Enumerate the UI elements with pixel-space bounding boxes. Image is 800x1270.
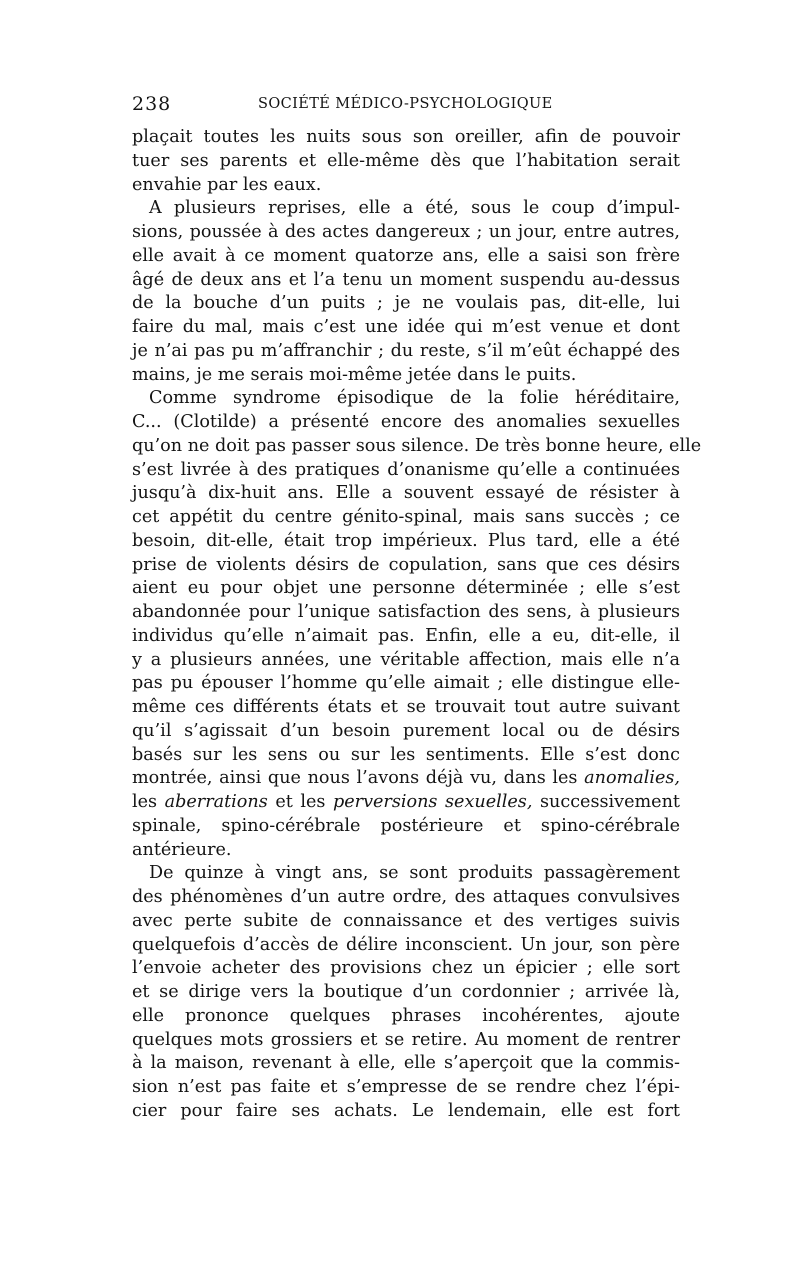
line-segment: s’est livrée à des pratiques d’onanisme qu’elle a continuées [132,459,680,480]
line-segment: à la maison, revenant à elle, elle s’aperçoit que la commis- [132,1053,680,1074]
text-line [132,767,680,791]
line-segment: montrée, ainsi que nous l’avons déjà vu, dans les [132,768,585,789]
text-line [132,649,680,673]
line-segment: les [132,792,165,812]
text-line [132,1052,680,1076]
line-segment: l’envoie acheter des provisions chez un épicier ; elle sort [132,958,680,979]
text-line [132,862,680,886]
text-line [132,720,680,744]
text-line [132,554,680,578]
text-line [132,221,680,245]
text-line [132,625,680,649]
text-line [132,791,680,815]
line-segment: tuer ses parents et elle-même dès que l’habitation serait [132,150,680,171]
text-line [132,886,680,910]
line-segment: aient eu pour objet une personne déterminée ; elle s’est [132,578,680,599]
text-line [132,197,680,221]
line-segment: avec perte subite de connaissance et des vertiges suivis [132,910,680,931]
text-line [132,506,680,530]
line-segment: besoin, dit-elle, était trop impérieux. Plus tard, elle a été [132,530,680,551]
page-number: 238 [132,93,172,115]
text-line [132,174,680,198]
text-line [132,340,680,364]
text-line [132,459,680,483]
text-line [132,577,680,601]
text-line [132,1005,680,1029]
text-line [132,126,680,150]
line-segment: antérieure. [132,839,232,860]
line-segment: spinale, spino-cérébrale postérieure et spino-cérébrale [132,815,680,836]
line-segment: quelquefois d’accès de délire inconscient. Un jour, son père [132,934,680,955]
text-line [132,530,680,554]
text-line [132,150,680,174]
text-line [132,696,680,720]
line-segment: De quinze à vingt ans, se sont produits passagèrement [149,863,680,884]
line-segment: de la bouche d’un puits ; je ne voulais pas, dit-elle, lui [132,293,680,314]
text-line [132,910,680,934]
line-segment: et se dirige vers la boutique d’un cordonnier ; arrivée là, [132,982,680,1002]
line-segment: des phénomènes d’un autre ordre, des attaques convulsives [132,887,680,907]
line-segment: prise de violents désirs de copulation, sans que ces désirs [132,554,680,575]
line-segment: sions, poussée à des actes dangereux ; un jour, entre autres, [132,222,680,242]
text-line [132,957,680,981]
text-line [132,364,680,388]
line-segment: jusqu’à dix-huit ans. Elle a souvent essayé de résister à [132,483,680,504]
line-segment: elle prononce quelques phrases incohérentes, ajoute [132,1005,680,1026]
text-line [132,815,680,839]
line-segment: Comme syndrome épisodique de la folie héréditaire, [149,388,680,409]
text-line [132,435,702,459]
text-line [132,292,680,316]
line-segment: sion n’est pas faite et s’empresse de se rendre chez l’épi- [132,1077,680,1097]
text-line [132,269,680,293]
italic-phrase: perversions sexuelles, [333,792,533,812]
line-segment: envahie par les eaux. [132,174,322,195]
line-segment: elle avait à ce moment quatorze ans, elle a saisi son frère [132,245,680,266]
italic-phrase: aberrations [164,792,268,812]
line-segment: basés sur les sens ou sur les sentiments. Elle s’est donc [132,744,680,765]
line-segment: successivement [532,792,680,812]
line-segment: qu’il s’agissait d’un besoin purement local ou de désirs [132,720,680,741]
line-segment: cier pour faire ses achats. Le lendemain, elle est fort [132,1100,680,1121]
line-segment: faire du mal, mais c’est une idée qui m’est venue et dont [132,317,680,337]
text-line [132,601,680,625]
line-segment: individus qu’elle n’aimait pas. Enfin, elle a eu, dit-elle, il [132,625,680,646]
line-segment: pas pu épouser l’homme qu’elle aimait ; elle distingue elle- [132,673,680,694]
text-line [132,1100,680,1124]
line-segment: et les [267,792,333,812]
text-line [132,411,680,435]
page-header [132,93,680,117]
line-segment: mains, je me serais moi-même jetée dans le puits. [132,364,577,385]
line-segment: plaçait toutes les nuits sous son oreiller, afin de pouvoir [132,127,680,147]
text-line [132,482,680,506]
text-line [132,934,680,958]
text-line [132,1076,680,1100]
text-line [132,672,680,696]
running-title: SOCIÉTÉ MÉDICO-PSYCHOLOGIQUE [258,96,553,112]
line-segment: je n’ai pas pu m’affranchir ; du reste, s’il m’eût échappé des [132,340,680,361]
line-segment: C... (Clotilde) a présenté encore des anomalies sexuelles [132,412,680,432]
line-segment: cet appétit du centre génito-spinal, mais sans succès ; ce [132,507,680,527]
text-line [132,744,680,768]
line-segment: A plusieurs reprises, elle a été, sous le coup d’impul- [149,198,680,219]
text-line [132,245,680,269]
line-segment: abandonnée pour l’unique satisfaction des sens, à plusieurs [132,602,680,622]
text-line [132,387,680,411]
line-segment: même ces différents états et se trouvait tout autre suivant [132,697,680,717]
line-segment: y a plusieurs années, une véritable affection, mais elle n’a [132,649,680,670]
text-line [132,981,680,1005]
italic-phrase: anomalies, [584,768,680,789]
text-line [132,316,680,340]
line-segment: âgé de deux ans et l’a tenu un moment suspendu au-dessus [132,269,680,290]
line-segment: quelques mots grossiers et se retire. Au moment de rentrer [132,1029,680,1050]
body-text [132,126,702,1124]
text-line [132,839,680,863]
line-segment: qu’on ne doit pas passer sous silence. De très bonne heure, elle [132,435,702,456]
text-line [132,1029,680,1053]
